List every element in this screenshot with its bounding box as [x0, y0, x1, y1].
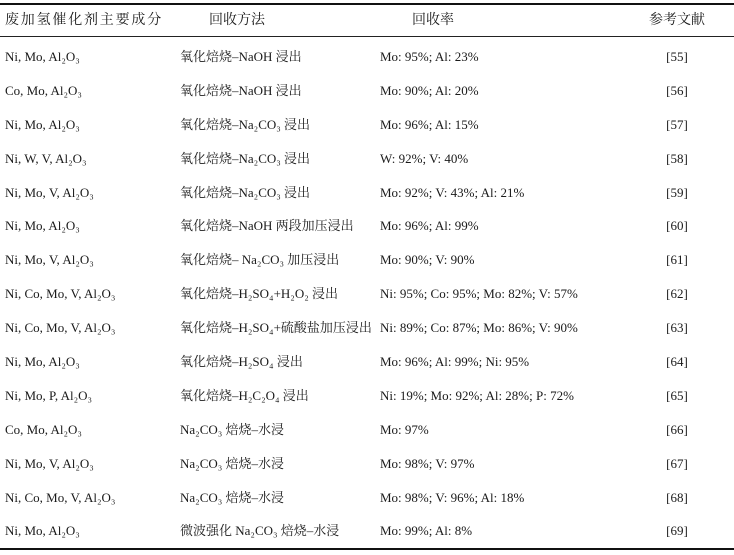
table-row: [0, 142, 734, 176]
recovery-cell: Mo: 96%; Al: 99%: [380, 218, 479, 234]
recovery-cell: Ni: 19%; Mo: 92%; Al: 28%; P: 72%: [380, 387, 574, 403]
reference-cell: [62]: [666, 286, 688, 302]
recovery-cell: W: 92%; V: 40%: [380, 150, 469, 166]
recovery-cell: Mo: 90%; V: 90%: [380, 252, 475, 268]
reference-cell: [57]: [666, 116, 688, 132]
data-table: [0, 3, 734, 550]
composition-cell: Co, Mo, Al₂O₃: [5, 421, 82, 437]
recovery-cell: Ni: 95%; Co: 95%; Mo: 82%; V: 57%: [380, 286, 578, 302]
composition-cell: Ni, Mo, Al₂O₃: [5, 523, 80, 539]
header-recovery: 回收率: [412, 13, 454, 28]
table-row: [0, 514, 734, 548]
table-row: [0, 481, 734, 515]
table-body: [0, 37, 734, 548]
header-composition: 废加氢催化剂主要成分: [5, 13, 163, 28]
table-row: [0, 243, 734, 277]
composition-cell: Ni, Mo, Al₂O₃: [5, 218, 80, 234]
reference-cell: [63]: [666, 320, 688, 336]
method-cell: Na₂CO₃ 焙烧–水浸: [180, 489, 285, 505]
method-cell: 氧化焙烧–Na₂CO₃ 浸出: [180, 116, 311, 132]
table-row: [0, 277, 734, 311]
reference-cell: [67]: [666, 455, 688, 471]
table-header-row: [0, 5, 734, 36]
header-method: 回收方法: [209, 13, 265, 28]
method-cell: 氧化焙烧– Na₂CO₃ 加压浸出: [180, 252, 340, 268]
table-row: [0, 176, 734, 210]
composition-cell: Ni, Mo, Al₂O₃: [5, 49, 80, 64]
recovery-cell: Mo: 92%; V: 43%; Al: 21%: [380, 184, 525, 200]
reference-cell: [65]: [666, 387, 688, 403]
reference-cell: [68]: [666, 489, 688, 505]
method-cell: 氧化焙烧–H₂SO₄+硫酸盐加压浸出: [180, 320, 372, 336]
table-row: [0, 345, 734, 379]
table-row: [0, 209, 734, 243]
table-row: [0, 74, 734, 108]
table-row: [0, 311, 734, 345]
composition-cell: Ni, Co, Mo, V, Al₂O₃: [5, 489, 116, 505]
method-cell: 氧化焙烧–H₂SO₄ 浸出: [180, 354, 303, 370]
reference-cell: [58]: [666, 150, 688, 166]
reference-cell: [55]: [666, 49, 688, 64]
composition-cell: Ni, Mo, Al₂O₃: [5, 354, 80, 370]
table-row: [0, 108, 734, 142]
reference-cell: [56]: [666, 82, 688, 98]
table-row: [0, 413, 734, 447]
recovery-cell: Mo: 95%; Al: 23%: [380, 49, 479, 64]
table-row: [0, 379, 734, 413]
composition-cell: Ni, Mo, V, Al₂O₃: [5, 455, 94, 471]
reference-cell: [69]: [666, 523, 688, 539]
method-cell: 氧化焙烧–NaOH 两段加压浸出: [180, 218, 354, 234]
reference-cell: [60]: [666, 218, 688, 234]
recovery-cell: Mo: 98%; V: 97%: [380, 455, 475, 471]
recovery-cell: Mo: 98%; V: 96%; Al: 18%: [380, 489, 525, 505]
method-cell: Na₂CO₃ 焙烧–水浸: [180, 455, 285, 471]
method-cell: Na₂CO₃ 焙烧–水浸: [180, 421, 285, 437]
table-row: [0, 40, 734, 74]
method-cell: 氧化焙烧–NaOH 浸出: [180, 82, 302, 98]
composition-cell: Ni, Mo, V, Al₂O₃: [5, 252, 94, 268]
reference-cell: [59]: [666, 184, 688, 200]
recovery-cell: Mo: 99%; Al: 8%: [380, 523, 473, 539]
table-row: [0, 447, 734, 481]
composition-cell: Ni, Mo, P, Al₂O₃: [5, 387, 93, 403]
composition-cell: Ni, Co, Mo, V, Al₂O₃: [5, 320, 116, 336]
method-cell: 氧化焙烧–NaOH 浸出: [180, 49, 302, 64]
table-bottom-rule: [0, 548, 734, 550]
recovery-cell: Mo: 90%; Al: 20%: [380, 82, 479, 98]
composition-cell: Ni, Mo, V, Al₂O₃: [5, 184, 94, 200]
composition-cell: Ni, Co, Mo, V, Al₂O₃: [5, 286, 116, 302]
method-cell: 氧化焙烧–H₂C₂O₄ 浸出: [180, 387, 309, 403]
recovery-cell: Mo: 96%; Al: 15%: [380, 116, 479, 132]
method-cell: 微波强化 Na₂CO₃ 焙烧–水浸: [180, 523, 340, 539]
method-cell: 氧化焙烧–H₂SO₄+H₂O₂ 浸出: [180, 286, 338, 302]
recovery-cell: Mo: 97%: [380, 421, 429, 437]
reference-cell: [66]: [666, 421, 688, 437]
recovery-cell: Ni: 89%; Co: 87%; Mo: 86%; V: 90%: [380, 320, 578, 336]
method-cell: 氧化焙烧–Na₂CO₃ 浸出: [180, 150, 311, 166]
composition-cell: Ni, W, V, Al₂O₃: [5, 150, 87, 166]
header-reference: 参考文献: [649, 13, 705, 28]
composition-cell: Ni, Mo, Al₂O₃: [5, 116, 80, 132]
reference-cell: [64]: [666, 354, 688, 370]
reference-cell: [61]: [666, 252, 688, 268]
recovery-cell: Mo: 96%; Al: 99%; Ni: 95%: [380, 354, 530, 370]
composition-cell: Co, Mo, Al₂O₃: [5, 82, 82, 98]
method-cell: 氧化焙烧–Na₂CO₃ 浸出: [180, 184, 311, 200]
